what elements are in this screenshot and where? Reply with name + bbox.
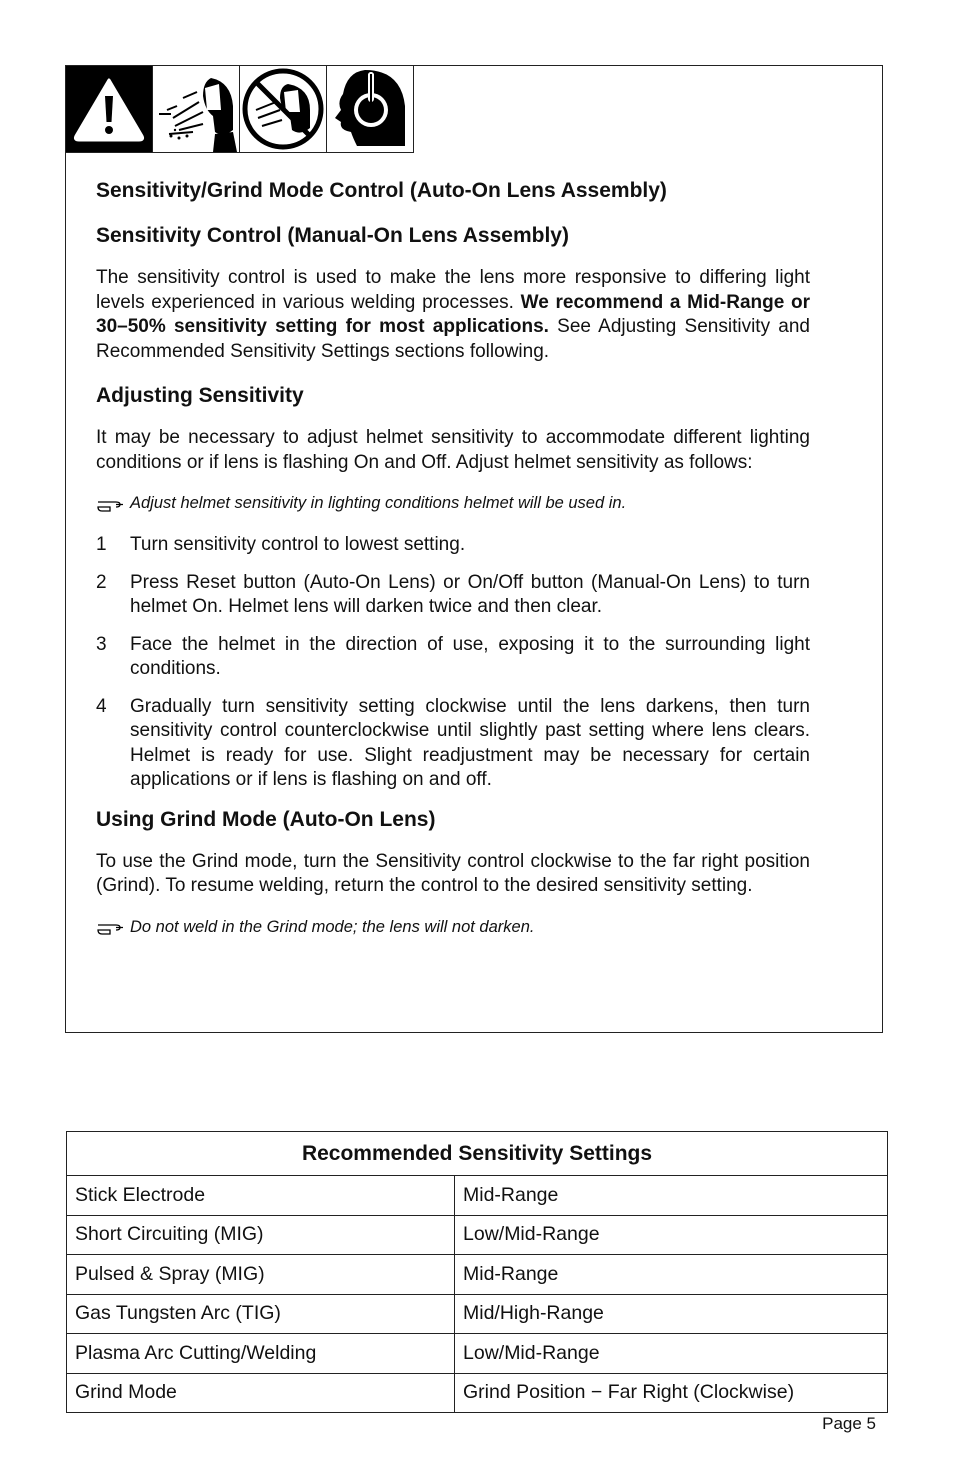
no-helmet-icon bbox=[240, 66, 327, 153]
heading-sensitivity-grind: Sensitivity/Grind Mode Control (Auto-On Lens Assembly) bbox=[96, 179, 667, 202]
table-row: Pulsed & Spray (MIG) Mid-Range bbox=[67, 1255, 888, 1295]
table-row: Plasma Arc Cutting/Welding Low/Mid-Range bbox=[67, 1334, 888, 1374]
sensitivity-settings-table bbox=[66, 1131, 888, 1413]
pointing-hand-icon bbox=[96, 495, 126, 513]
page-number: Page 5 bbox=[822, 1414, 876, 1433]
intro-recommendation: We recommend a Mid-Range or 30–50% sensitivity setting for most applications. bbox=[96, 291, 810, 337]
heading-adjusting: Adjusting Sensitivity bbox=[96, 384, 304, 407]
table-row: Gas Tungsten Arc (TIG) Mid/High-Range bbox=[67, 1294, 888, 1334]
safety-box bbox=[65, 65, 883, 1033]
table-row: Short Circuiting (MIG) Low/Mid-Range bbox=[67, 1215, 888, 1255]
table-title: Recommended Sensitivity Settings bbox=[67, 1132, 888, 1176]
step-item: 2 Press Reset button (Auto-On Lens) or On/Off button (Manual-On Lens) to turn helmet On. Helmet lens will darken twice and then clear. bbox=[96, 571, 810, 617]
table-row: Stick Electrode Mid-Range bbox=[67, 1176, 888, 1216]
hearing-protection-icon bbox=[327, 66, 414, 153]
grind-paragraph: To use the Grind mode, turn the Sensitivity control clockwise to the far right position (Grind). To resume welding, return the control to the desired sensitivity setting. bbox=[96, 850, 810, 896]
safety-icon-bar bbox=[66, 66, 414, 154]
intro-paragraph: The sensitivity control is used to make the lens more responsive to differing light levels experienced in various welding processes. We recommend a Mid-Range or 30–50% sensitivity setting for most applications. See Adjusting Sensitivity and Recommended Sensitivity Settings sections following. bbox=[96, 267, 810, 362]
step-item: 3 Face the helmet in the direction of use, exposing it to the surrounding light conditions. bbox=[96, 633, 810, 679]
table-row: Grind Mode Grind Position − Far Right (Clockwise) bbox=[67, 1373, 888, 1413]
steps-list bbox=[96, 533, 810, 793]
note-grind: Do not weld in the Grind mode; the lens will not darken. bbox=[96, 918, 810, 937]
warning-icon bbox=[66, 66, 153, 153]
arc-rays-icon bbox=[153, 66, 240, 153]
step-item: 1 Turn sensitivity control to lowest setting. bbox=[96, 534, 466, 555]
adjusting-paragraph: It may be necessary to adjust helmet sensitivity to accommodate different lighting conditions or if lens is flashing On and Off. Adjust helmet sensitivity as follows: bbox=[96, 427, 810, 473]
heading-grind-mode: Using Grind Mode (Auto-On Lens) bbox=[96, 807, 436, 831]
content bbox=[96, 178, 810, 957]
note-adjust: Adjust helmet sensitivity in lighting conditions helmet will be used in. bbox=[96, 494, 810, 513]
step-item: 4 Gradually turn sensitivity setting clockwise until the lens darkens, then turn sensitivity control counterclockwise until slightly past setting where lens clears. Helmet is ready for use. Slight readjustment may be necessary for certain applications or if lens is flashing on and off. bbox=[96, 695, 810, 790]
heading-sensitivity-manual: Sensitivity Control (Manual-On Lens Assembly) bbox=[96, 224, 569, 247]
pointing-hand-icon bbox=[96, 918, 126, 936]
